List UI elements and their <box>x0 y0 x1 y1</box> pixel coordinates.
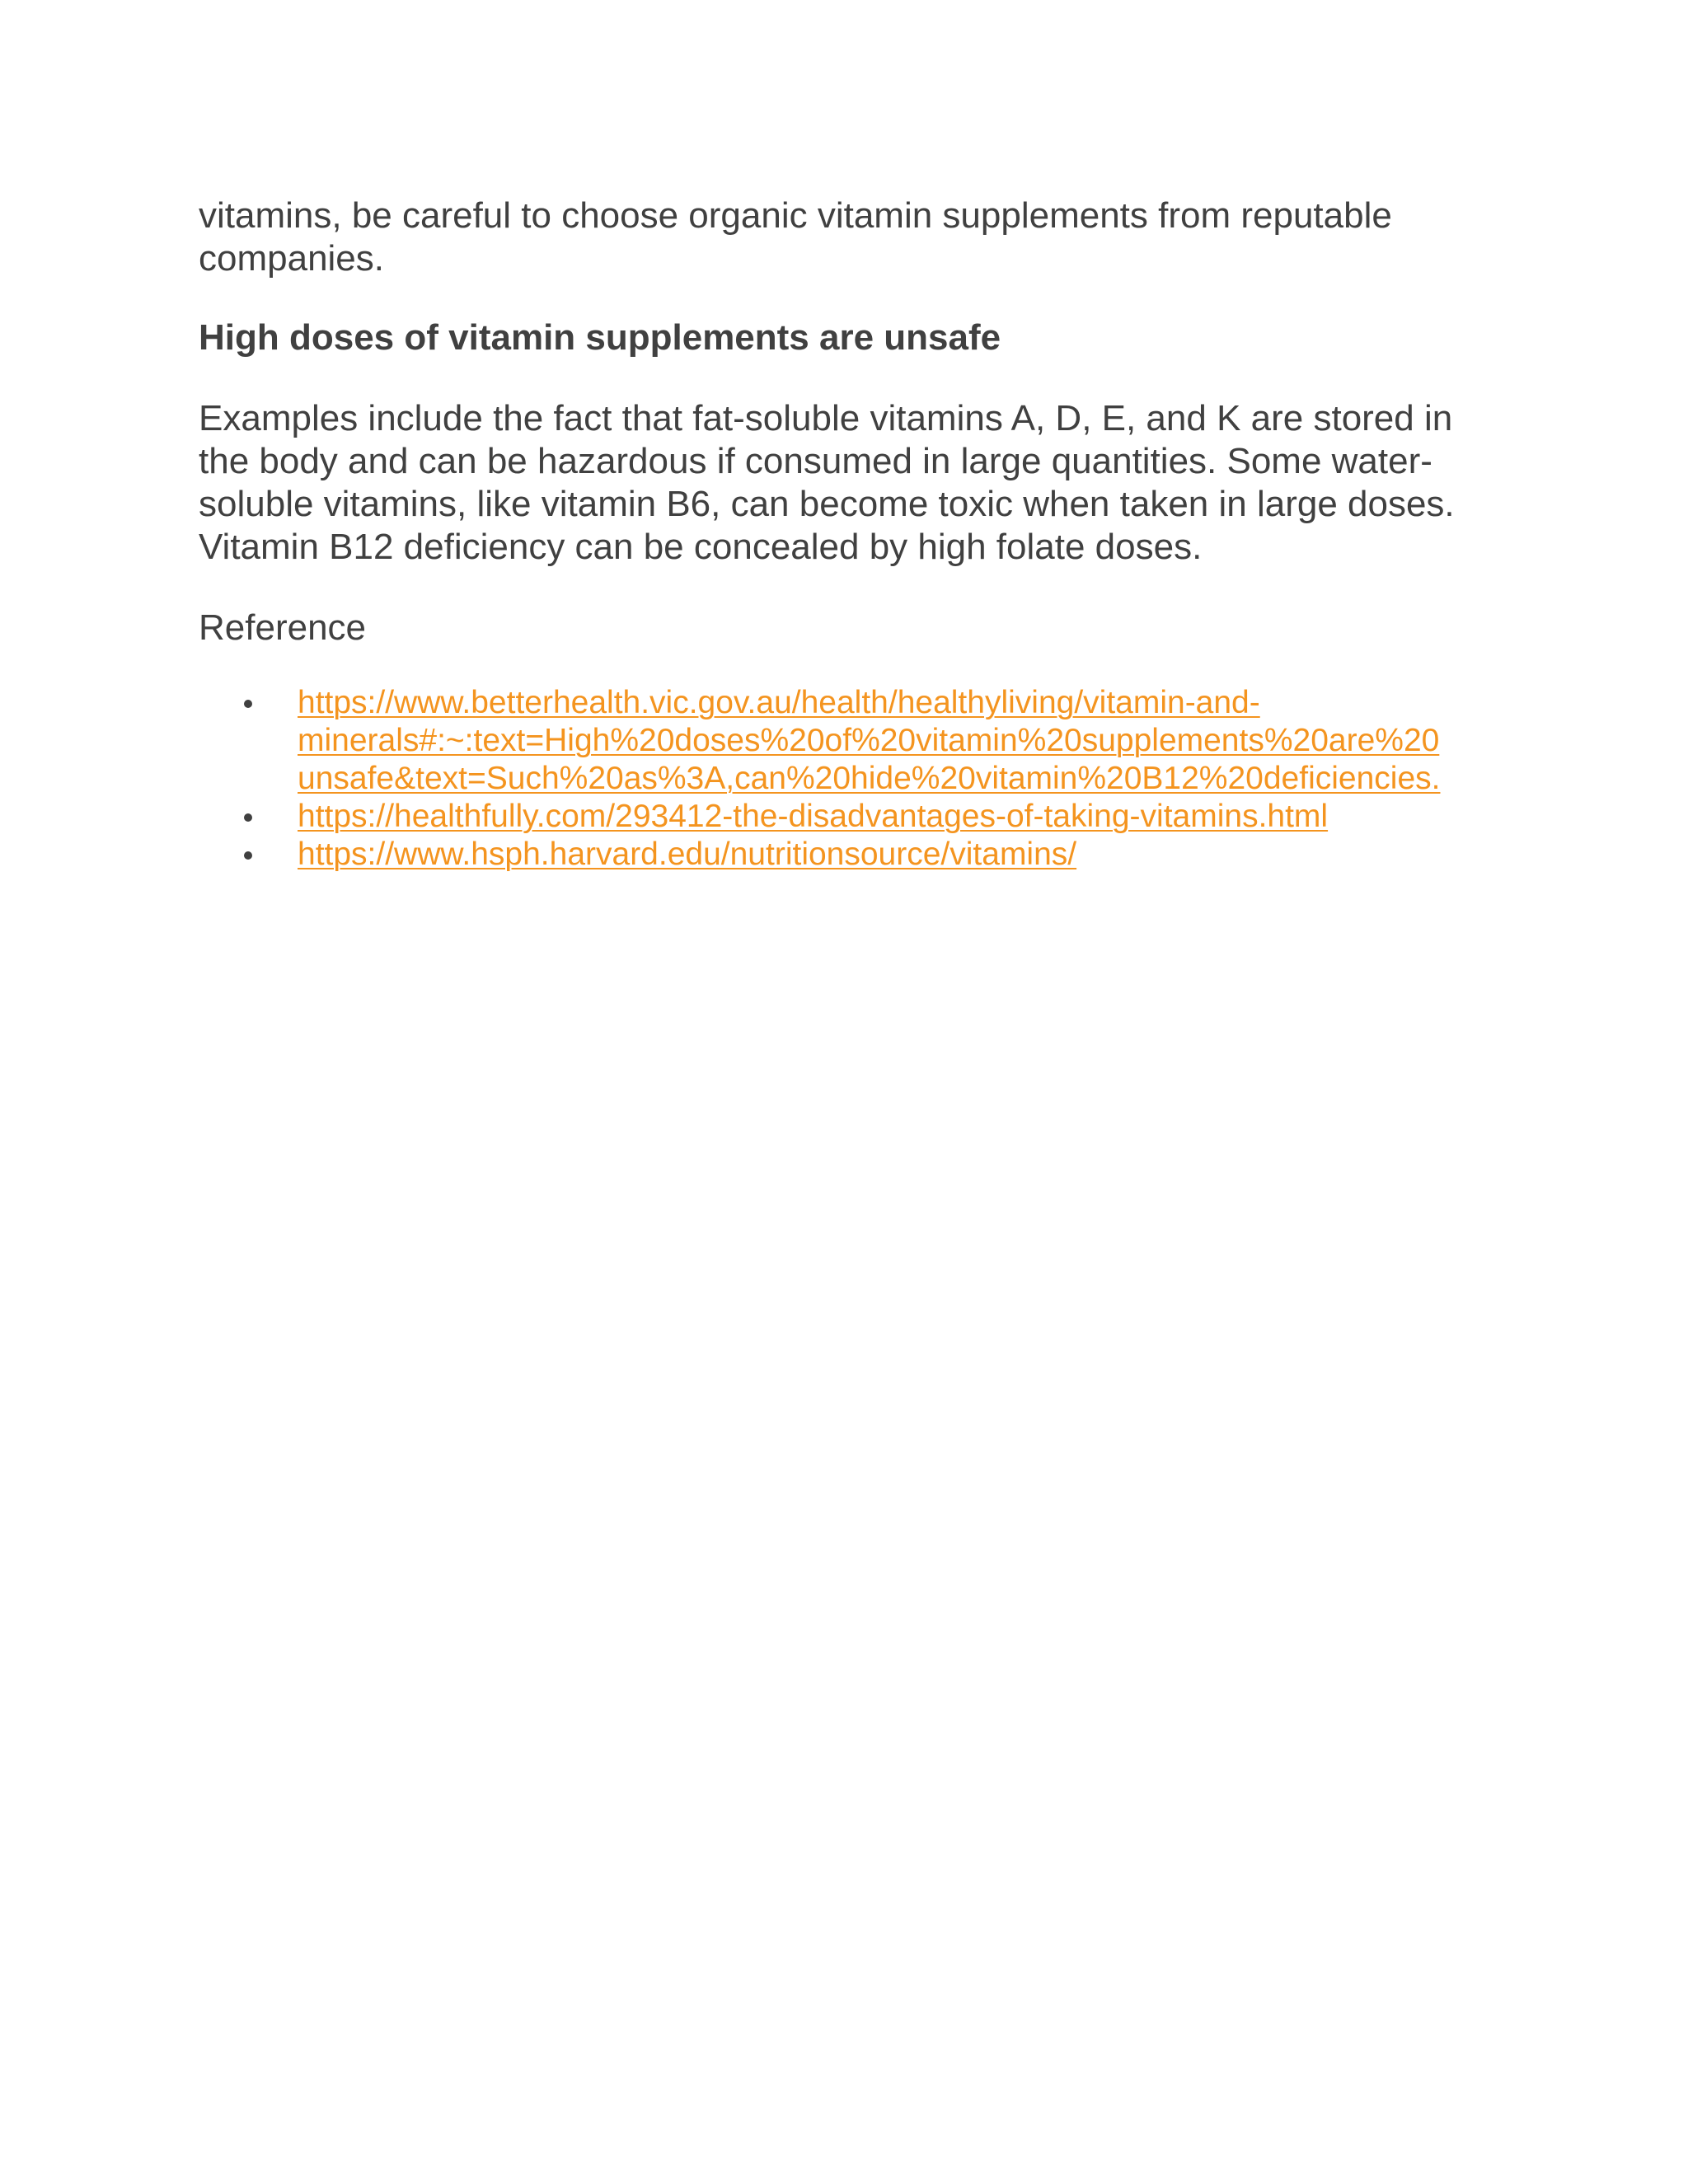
reference-item <box>199 836 1505 874</box>
reference-link-1[interactable] <box>298 685 1440 796</box>
references-list <box>199 684 1505 874</box>
reference-link-1-line1: https://www.betterhealth.vic.gov.au/health/healthyliving/vitamin-and- <box>298 685 1260 720</box>
references-title: Reference <box>199 607 367 648</box>
reference-item <box>199 798 1505 836</box>
document-page <box>199 194 1505 874</box>
intro-paragraph: vitamins, be careful to choose organic vitamin supplements from reputable companies. <box>199 195 1392 279</box>
bullet-icon <box>244 700 252 708</box>
section-body: Examples include the fact that fat-soluble vitamins A, D, E, and K are stored in the body and can be hazardous if consumed in large quantities. Some water-soluble vitamins, like vitamin B6, can become toxic when taken in large doses. Vitamin B12 deficiency can be concealed by high folate doses. <box>199 398 1455 567</box>
reference-link-1-line2: minerals#:~:text=High%20doses%20of%20vitamin%20supplements%20are%20 <box>298 723 1440 758</box>
bullet-icon <box>244 851 252 860</box>
reference-link-3[interactable]: https://www.hsph.harvard.edu/nutritionsource/vitamins/ <box>298 837 1077 872</box>
reference-link-1-line3: unsafe&text=Such%20as%3A,can%20hide%20vitamin%20B12%20deficiencies. <box>298 761 1441 796</box>
section-heading: High doses of vitamin supplements are unsafe <box>199 317 1001 358</box>
bullet-icon <box>244 813 252 822</box>
reference-link-2[interactable]: https://healthfully.com/293412-the-disadvantages-of-taking-vitamins.html <box>298 799 1329 834</box>
reference-item <box>199 684 1505 798</box>
